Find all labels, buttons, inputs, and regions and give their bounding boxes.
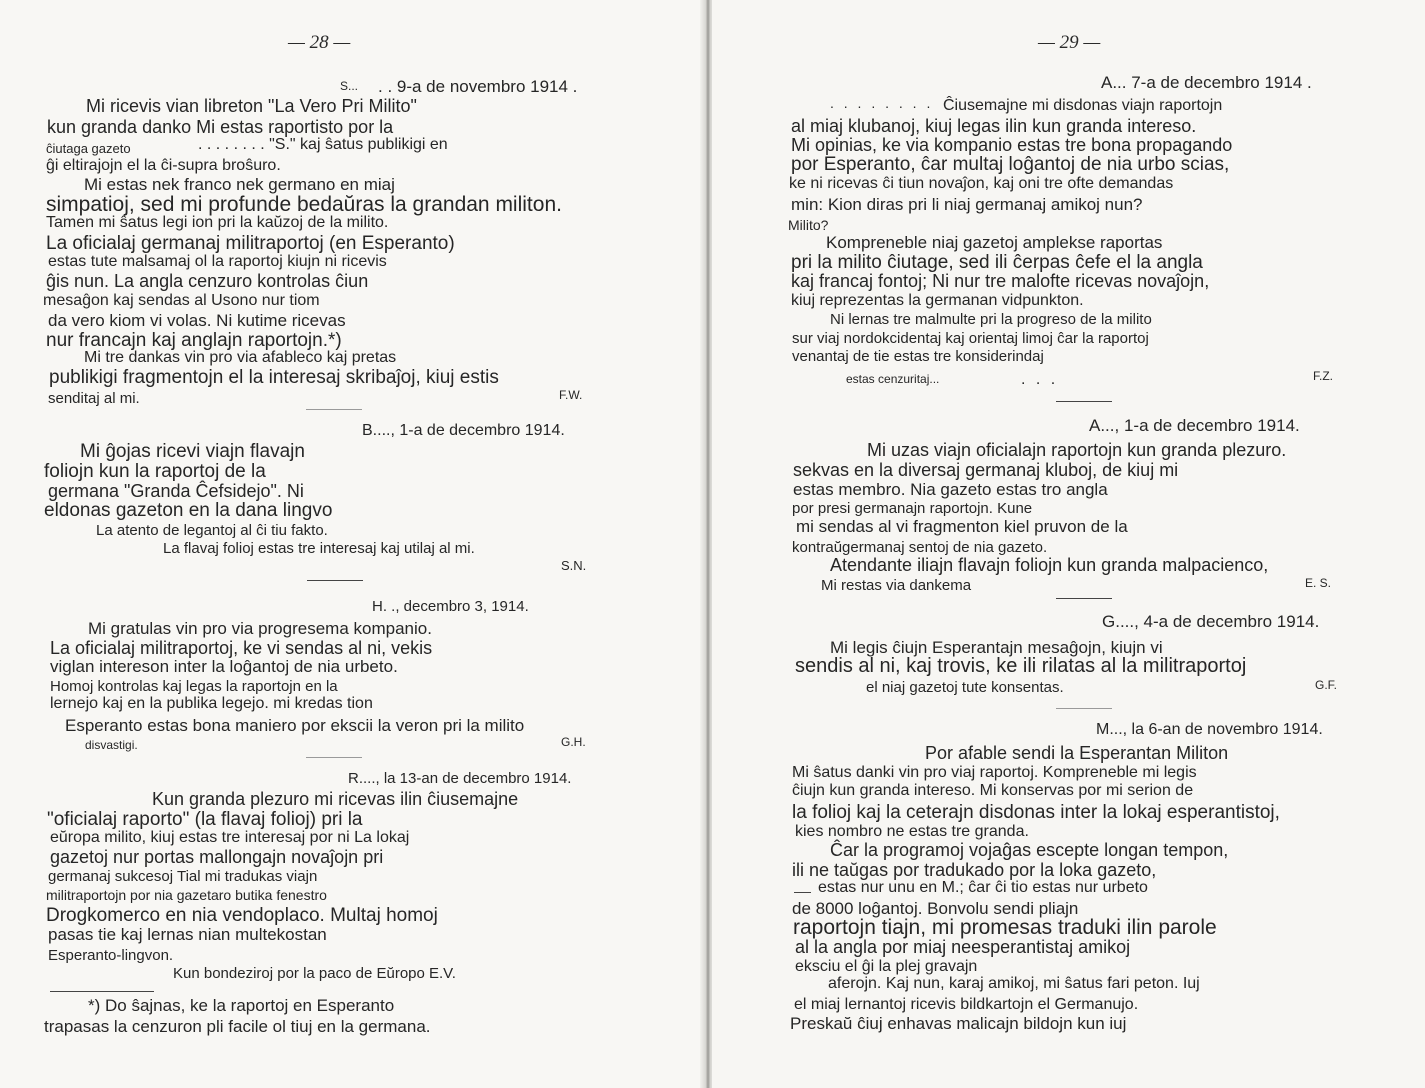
signature: F.W. (559, 388, 583, 402)
text-line: Homoj kontrolas kaj legas la raportojn en la (50, 678, 338, 695)
separator-rule (306, 757, 362, 758)
text-line: kaj francaj fontoj; Ni nur tre malofte ricevas novaĵojn, (791, 271, 1210, 291)
text-line: al la angla por miaj neesperantistaj amikoj (795, 937, 1131, 957)
text-line: disvastigi. (85, 738, 138, 752)
text-line: nur francajn kaj anglajn raportojn.*) (46, 330, 342, 351)
text-line: Mi legis ĉiujn Esperantajn mesaĝojn, kiujn vi (830, 638, 1163, 657)
text-line: ke ni ricevas ĉi tiun novaĵon, kaj oni tre ofte demandas (789, 175, 1174, 192)
text-line: estas nur unu en M.; ĉar ĉi tio estas nur urbeto (818, 879, 1148, 896)
separator-rule (1056, 598, 1112, 599)
dash-mark (794, 892, 811, 893)
text-line: de 8000 loĝantoj. Bonvolu sendi pliajn (792, 899, 1079, 918)
text-line: Mi restas via dankema (821, 577, 972, 594)
text-line: . . . (1021, 371, 1059, 388)
dateline: H. ., decembro 3, 1914. (372, 598, 529, 615)
text-line: La oficialaj militraportoj, ke vi sendas al ni, vekis (50, 638, 433, 658)
text-line: Mi estas nek franco nek germano en miaj (84, 175, 395, 194)
text-line: Milito? (788, 217, 829, 233)
text-line: la folioj kaj la ceterajn disdonas inter la lokaj esperantistoj, (792, 802, 1280, 823)
text-line: Kun bondeziroj por la paco de Eŭropo E.V. (173, 965, 456, 982)
text-line: viglan intereson inter la loĝantoj de nia urbeto. (50, 657, 398, 676)
text-line: "oficialaj raporto" (la flavaj folioj) pri la (47, 809, 363, 830)
text-line: min: Kion diras pri li niaj germanaj amikoj nun? (791, 195, 1143, 214)
separator-rule (1056, 708, 1112, 709)
text-line: raportojn tiajn, mi promesas traduki ilin parole (793, 916, 1217, 939)
signature: S.N. (561, 558, 587, 573)
text-line: Mi uzas viajn oficialajn raportojn kun granda plezuro. (867, 440, 1287, 460)
text-line: Mi ĝojas ricevi viajn flavajn (80, 441, 305, 462)
text-line: militraportojn por nia gazetaro butika fenestro (46, 887, 327, 903)
text-line: . . . . . . . . "S." kaj ŝatus publikigi en (198, 136, 448, 153)
text-line: Atendante iliajn flavajn foliojn kun granda malpacienco, (830, 555, 1269, 575)
text-line: Esperanto estas bona maniero por ekscii la veron pri la milito (65, 716, 525, 735)
text-line: . . . . . . . . (830, 95, 934, 111)
text-line: La flavaj folioj estas tre interesaj kaj utilaj al mi. (163, 540, 475, 557)
separator-rule (307, 580, 363, 581)
text-line: por presi germanajn raportojn. Kune (792, 500, 1033, 517)
text-line: kun granda danko Mi estas raportisto por la (47, 117, 394, 137)
text-line: ĉiujn kun granda intereso. Mi konservas por mi serion de (792, 782, 1194, 799)
text-line: La atento de legantoj al ĉi tiu fakto. (96, 522, 328, 539)
left-page (0, 0, 704, 1088)
dateline: . . 9-a de novembro 1914 . (378, 77, 578, 96)
dateline: A..., 1-a de decembro 1914. (1089, 416, 1300, 435)
dateline: R...., la 13-an de decembro 1914. (348, 770, 572, 787)
text-line: Kompreneble niaj gazetoj amplekse raportas (826, 233, 1163, 252)
text-line: sendis al ni, kaj trovis, ke ili rilatas al la militraportoj (795, 655, 1247, 677)
text-line: Por afable sendi la Esperantan Militon (925, 743, 1229, 763)
text-line: Ĉar la programoj vojaĝas escepte longan tempon, (830, 840, 1229, 860)
text-line: Mi opinias, ke via kompanio estas tre bona propagando (791, 135, 1233, 155)
text-line: el miaj lernantoj ricevis bildkartojn el Germanujo. (794, 996, 1139, 1013)
text-line: Mi gratulas vin pro via progresema kompanio. (88, 619, 432, 638)
text-line: ĝi eltirajojn el la ĉi-supra broŝuro. (46, 157, 281, 174)
text-line: Mi ricevis vian libreton "La Vero Pri Milito" (86, 96, 417, 116)
text-line: estas membro. Nia gazeto estas tro angla (793, 480, 1108, 499)
text-line: pasas tie kaj lernas nian multekostan (48, 925, 327, 944)
text-line: estas cenzuritaj... (846, 372, 940, 386)
text-line: ĉiutaga gazeto (46, 141, 131, 156)
text-line: eŭropa milito, kiuj estas tre interesaj por ni La lokaj (50, 829, 410, 846)
signature: E. S. (1305, 576, 1332, 590)
signature: F.Z. (1313, 369, 1333, 383)
text-line: ĝis nun. La angla cenzuro kontrolas ĉiun (46, 271, 369, 291)
text-line: Mi ŝatus danki vin pro viaj raportoj. Kompreneble mi legis (792, 764, 1197, 781)
right-page (712, 0, 1425, 1088)
text-line: Drogkomerco en nia vendoplaco. Multaj homoj (46, 905, 438, 926)
text-line: mesaĝon kaj sendas al Usono nur tiom (43, 292, 320, 309)
text-line: publikigi fragmentojn el la interesaj skribaĵoj, kiuj estis (49, 367, 499, 388)
text-line: simpatioj, sed mi profunde bedaŭras la grandan militon. (46, 193, 562, 216)
signature: G.F. (1315, 678, 1338, 692)
text-line: pri la milito ĉiutage, sed ili ĉerpas ĉefe el la angla (791, 252, 1203, 273)
text-line: eldonas gazeton en la dana lingvo (44, 500, 333, 521)
dateline: B...., 1-a de decembro 1914. (362, 422, 565, 439)
footnote-rule (50, 991, 154, 992)
text-line: estas tute malsamaj ol la raportoj kiujn ni ricevis (48, 253, 387, 270)
text-line: ili ne taŭgas por tradukado por la loka gazeto, (792, 860, 1157, 880)
text-line: Mi tre dankas vin pro via afableco kaj pretas (84, 349, 397, 366)
text-line: La oficialaj germanaj militraportoj (en Esperanto) (46, 233, 455, 254)
footnote: trapasas la cenzuron pli facile ol tiuj en la germana. (44, 1017, 431, 1036)
text-line: da vero kiom vi volas. Ni kutime ricevas (48, 311, 346, 330)
text-line: gazetoj nur portas mallongajn novaĵojn pri (50, 847, 384, 867)
text-line: Tamen mi ŝatus legi ion pri la kaŭzoj de la milito. (46, 214, 389, 231)
text-line: sekvas en la diversaj germanaj kluboj, de kiuj mi (793, 460, 1179, 480)
separator-rule (1056, 401, 1112, 402)
signature: G.H. (561, 735, 586, 749)
text-line: Ĉiusemajne mi disdonas viajn raportojn (943, 97, 1223, 114)
text-line: senditaj al mi. (48, 390, 140, 407)
text-line: Esperanto-lingvon. (48, 947, 174, 964)
text-line: kiuj reprezentas la germanan vidpunkton. (791, 292, 1084, 309)
dateline: G...., 4-a de decembro 1914. (1102, 612, 1320, 631)
text-line: kontraŭgermanaj sentoj de nia gazeto. (792, 539, 1048, 556)
page-number: — 29 — (1038, 32, 1101, 53)
text-line: el niaj gazetoj tute konsentas. (866, 679, 1064, 696)
text-line: S... (340, 79, 359, 93)
text-line: germana "Granda Ĉefsidejo". Ni (48, 481, 304, 501)
text-line: al miaj klubanoj, kiuj legas ilin kun granda intereso. (791, 116, 1197, 136)
page-number: — 28 — (288, 32, 351, 53)
text-line: eksciu el ĝi la plej gravajn (795, 958, 978, 975)
text-line: Ni lernas tre malmulte pri la progreso de la milito (830, 311, 1152, 328)
text-line: foliojn kun la raportoj de la (44, 461, 266, 482)
dateline: A... 7-a de decembro 1914 . (1101, 73, 1312, 92)
text-line: germanaj sukcesoj Tial mi tradukas viajn (48, 868, 318, 885)
text-line: por Esperanto, ĉar multaj loĝantoj de nia urbo scias, (791, 154, 1230, 175)
text-line: lernejo kaj en la publika legejo. mi kredas tion (50, 695, 373, 712)
text-line: sur viaj nordokcidentaj kaj orientaj limoj ĉar la raportoj (792, 330, 1149, 347)
text-line: mi sendas al vi fragmenton kiel pruvon de la (796, 517, 1128, 536)
text-line: Kun granda plezuro mi ricevas ilin ĉiusemajne (152, 789, 519, 809)
separator-rule (306, 409, 362, 410)
footnote: *) Do ŝajnas, ke la raportoj en Esperanto (88, 996, 395, 1015)
text-line: aferojn. Kaj nun, karaj amikoj, mi ŝatus fari peton. Iuj (828, 975, 1200, 992)
text-line: Preskaŭ ĉiuj enhavas malicajn bildojn kun iuj (790, 1014, 1127, 1033)
text-line: kies nombro ne estas tre granda. (795, 823, 1029, 840)
text-line: venantaj de tie estas tre konsiderindaj (792, 348, 1044, 365)
dateline: M..., la 6-an de novembro 1914. (1096, 721, 1323, 738)
